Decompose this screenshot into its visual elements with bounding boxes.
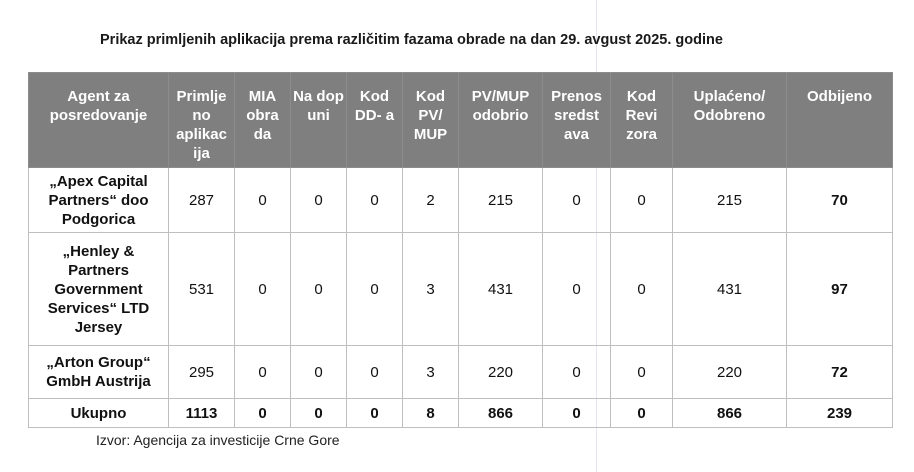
total-dd: 0 [347, 399, 403, 428]
header-dd: Kod DD- a [347, 73, 403, 168]
cell-paid: 431 [673, 233, 787, 346]
agent-name: „Henley & Partners Government Services“ LTD Jersey [29, 233, 169, 346]
cell-mia: 0 [235, 346, 291, 399]
total-paid: 866 [673, 399, 787, 428]
agent-name: „Arton Group“ GmbH Austrija [29, 346, 169, 399]
agent-name: „Apex Capital Partners“ doo Podgorica [29, 168, 169, 233]
cell-rejected: 70 [787, 168, 893, 233]
cell-rejected: 97 [787, 233, 893, 346]
cell-dd: 0 [347, 346, 403, 399]
cell-received: 295 [169, 346, 235, 399]
cell-transfer: 0 [543, 346, 611, 399]
cell-paid: 220 [673, 346, 787, 399]
cell-approved: 215 [459, 168, 543, 233]
total-supplement: 0 [291, 399, 347, 428]
cell-rejected: 72 [787, 346, 893, 399]
cell-mia: 0 [235, 168, 291, 233]
header-audit: Kod Revi zora [611, 73, 673, 168]
table-row [29, 233, 893, 346]
table-row [29, 346, 893, 399]
cell-supplement: 0 [291, 168, 347, 233]
total-transfer: 0 [543, 399, 611, 428]
total-approved: 866 [459, 399, 543, 428]
total-row [29, 399, 893, 428]
cell-received: 287 [169, 168, 235, 233]
cell-approved: 220 [459, 346, 543, 399]
header-pv: Kod PV/ MUP [403, 73, 459, 168]
cell-audit: 0 [611, 233, 673, 346]
header-rejected: Odbijeno [787, 73, 893, 168]
header-transfer: Prenos sredst ava [543, 73, 611, 168]
table-row [29, 168, 893, 233]
cell-pv: 2 [403, 168, 459, 233]
cell-dd: 0 [347, 233, 403, 346]
cell-approved: 431 [459, 233, 543, 346]
total-received: 1113 [169, 399, 235, 428]
cell-supplement: 0 [291, 346, 347, 399]
cell-supplement: 0 [291, 233, 347, 346]
cell-audit: 0 [611, 346, 673, 399]
cell-received: 531 [169, 233, 235, 346]
header-supplement: Na dop uni [291, 73, 347, 168]
header-received: Primlje no aplikac ija [169, 73, 235, 168]
header-mia: MIA obra da [235, 73, 291, 168]
header-approved: PV/MUP odobrio [459, 73, 543, 168]
total-mia: 0 [235, 399, 291, 428]
cell-pv: 3 [403, 346, 459, 399]
cell-audit: 0 [611, 168, 673, 233]
header-paid: Uplaćeno/ Odobreno [673, 73, 787, 168]
applications-table [28, 72, 893, 428]
table-title: Prikaz primljenih aplikacija prema različitim fazama obrade na dan 29. avgust 2025. godine [100, 32, 723, 48]
total-audit: 0 [611, 399, 673, 428]
cell-transfer: 0 [543, 168, 611, 233]
total-label: Ukupno [29, 399, 169, 428]
cell-paid: 215 [673, 168, 787, 233]
cell-dd: 0 [347, 168, 403, 233]
source-note: Izvor: Agencija za investicije Crne Gore [96, 432, 340, 448]
cell-pv: 3 [403, 233, 459, 346]
cell-transfer: 0 [543, 233, 611, 346]
total-pv: 8 [403, 399, 459, 428]
total-rejected: 239 [787, 399, 893, 428]
header-row [29, 73, 893, 168]
header-agent: Agent za posredovanje [29, 73, 169, 168]
cell-mia: 0 [235, 233, 291, 346]
